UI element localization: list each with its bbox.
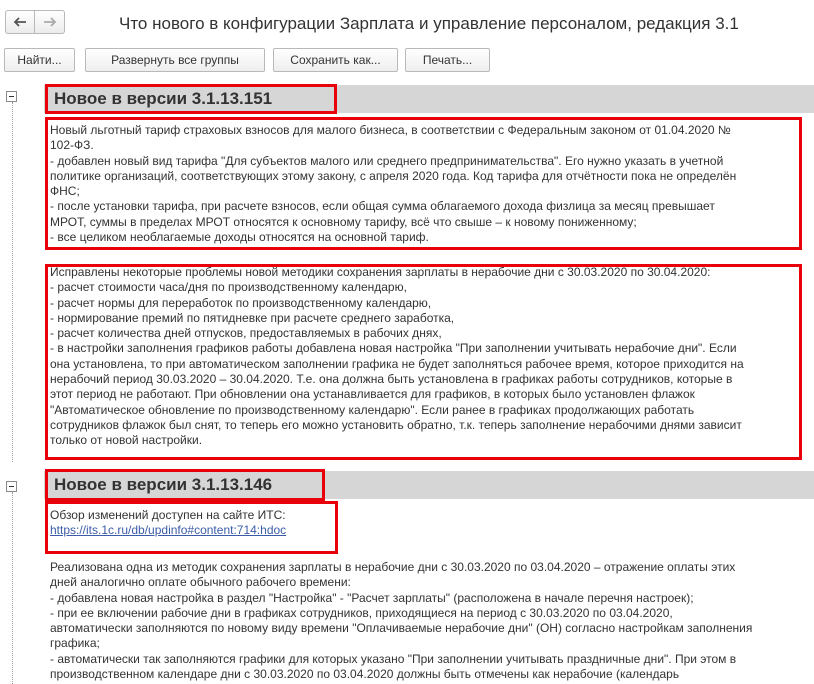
- its-label: Обзор изменений доступен на сайте ИТС:: [50, 508, 286, 522]
- text-line: - при ее включении рабочие дни в графиках сотрудников, приходящиеся на период с 30.03.2020 по 03.04.2020,: [50, 605, 673, 620]
- expand-all-groups-button[interactable]: Развернуть все группы: [85, 48, 265, 72]
- text-line: сотрудников флажок был снят, то теперь его можно установить обратно, т.к. теперь заполнение нерабочими днями зависит: [50, 417, 742, 432]
- text-line: "Автоматическое обновление по производственному календарю". Если ранее в графиках продолжающих работать: [50, 402, 695, 417]
- highlight-frame: [45, 469, 325, 501]
- arrow-right-icon: [43, 16, 57, 28]
- text-line: политике организаций, соответствующих этому закону, с апреля 2020 года. Код тарифа для отчётности пока не определён: [50, 168, 737, 183]
- text-line: - расчет количества дней отпусков, предоставляемых в рабочих днях,: [50, 326, 442, 341]
- highlight-frame: [45, 501, 338, 554]
- text-line: - добавлен новый вид тарифа "Для субъектов малого или среднего предпринимательства". Его нужно указать в учетной: [50, 153, 724, 168]
- text-line: - расчет стоимости часа/дня по производственному календарю,: [50, 280, 407, 295]
- text-line: она установлена, то при автоматическом заполнении графика не будет заполняться рабочее время, которое приходится на: [50, 356, 744, 371]
- text-line: - добавлена новая настройка в раздел "Настройка" - "Расчет зарплаты" (расположена в начале перечня настроек);: [50, 590, 694, 605]
- text-line: ФНС;: [50, 184, 80, 199]
- text-line: Реализована одна из методик сохранения зарплаты в нерабочие дни с 30.03.2020 по 03.04.2020 – отражение оплаты этих: [50, 560, 736, 574]
- print-button[interactable]: Печать...: [405, 48, 490, 72]
- text-line: - в настройки заполнения графиков работы добавлена новая настройка "При заполнении учитывать нерабочие дни". Если: [50, 341, 737, 356]
- highlight-frame: [45, 84, 337, 114]
- find-button[interactable]: Найти...: [4, 48, 75, 72]
- its-link[interactable]: https://its.1c.ru/db/updinfo#content:714:hdoc: [50, 523, 287, 538]
- text-line: автоматически заполняются по новому виду времени "Оплачиваемые нерабочие дни" (ОН) согласно настройкам заполнения: [50, 621, 753, 636]
- tree-connector: [12, 102, 13, 462]
- text-line: Новый льготный тариф страховых взносов для малого бизнеса, в соответствии с Федеральным законом от 01.04.2020 №: [50, 123, 731, 137]
- highlight-frame: [45, 264, 802, 460]
- text-line: производственном календаре дни с 30.03.2020 по 03.04.2020 должны быть отмечены как нерабочие (календарь: [50, 667, 680, 682]
- text-line: 102-ФЗ.: [50, 138, 94, 153]
- section-text-block: [50, 560, 800, 682]
- text-line: Исправлены некоторые проблемы новой методики сохранения зарплаты в нерабочие дни с 30.03.2020 по 30.04.2020:: [50, 265, 711, 279]
- window-header: [0, 0, 814, 46]
- document-view: [0, 80, 814, 684]
- tree-connector: [12, 492, 13, 684]
- back-button[interactable]: [5, 10, 35, 34]
- section-heading: Новое в версии 3.1.13.146: [54, 475, 273, 494]
- text-line: графика;: [50, 636, 100, 651]
- section-heading: Новое в версии 3.1.13.151: [54, 89, 273, 108]
- text-line: - расчет нормы для переработок по производственному календарю,: [50, 295, 432, 310]
- text-line: - после установки тарифа, при расчете взносов, если общая сумма облагаемого дохода физлица за месяц превышает: [50, 199, 715, 214]
- text-line: МРОТ, суммы в пределах МРОТ относятся к основному тарифу, всё что свыше – к новому пониженному;: [50, 214, 637, 229]
- collapse-toggle-icon[interactable]: [6, 481, 17, 492]
- text-line: - автоматически так заполняются графики для которых указано "При заполнении учитывать праздничные дни". При этом в: [50, 651, 737, 666]
- text-line: нерабочий период 30.03.2020 – 30.04.2020. Т.е. она должна быть установлена в графиках работы сотрудников, которые в: [50, 372, 733, 387]
- forward-button[interactable]: [35, 10, 65, 34]
- arrow-left-icon: [13, 16, 27, 28]
- text-line: - все целиком необлагаемые доходы относятся на основной тариф.: [50, 230, 429, 245]
- text-line: - нормирование премий по пятидневке при расчете среднего заработка,: [50, 310, 455, 325]
- window-title: Что нового в конфигурации Зарплата и управление персоналом, редакция 3.1: [119, 14, 739, 33]
- save-as-button[interactable]: Сохранить как...: [273, 48, 398, 72]
- text-line: только от новой настройки.: [50, 433, 203, 448]
- text-line: дней аналогично оплате обычного рабочего времени:: [50, 575, 351, 590]
- highlight-frame: [45, 117, 802, 250]
- collapse-toggle-icon[interactable]: [6, 91, 17, 102]
- text-line: этот период не работают. При обновлении она устанавливается для графиков, в которых было установлен флажок: [50, 387, 695, 402]
